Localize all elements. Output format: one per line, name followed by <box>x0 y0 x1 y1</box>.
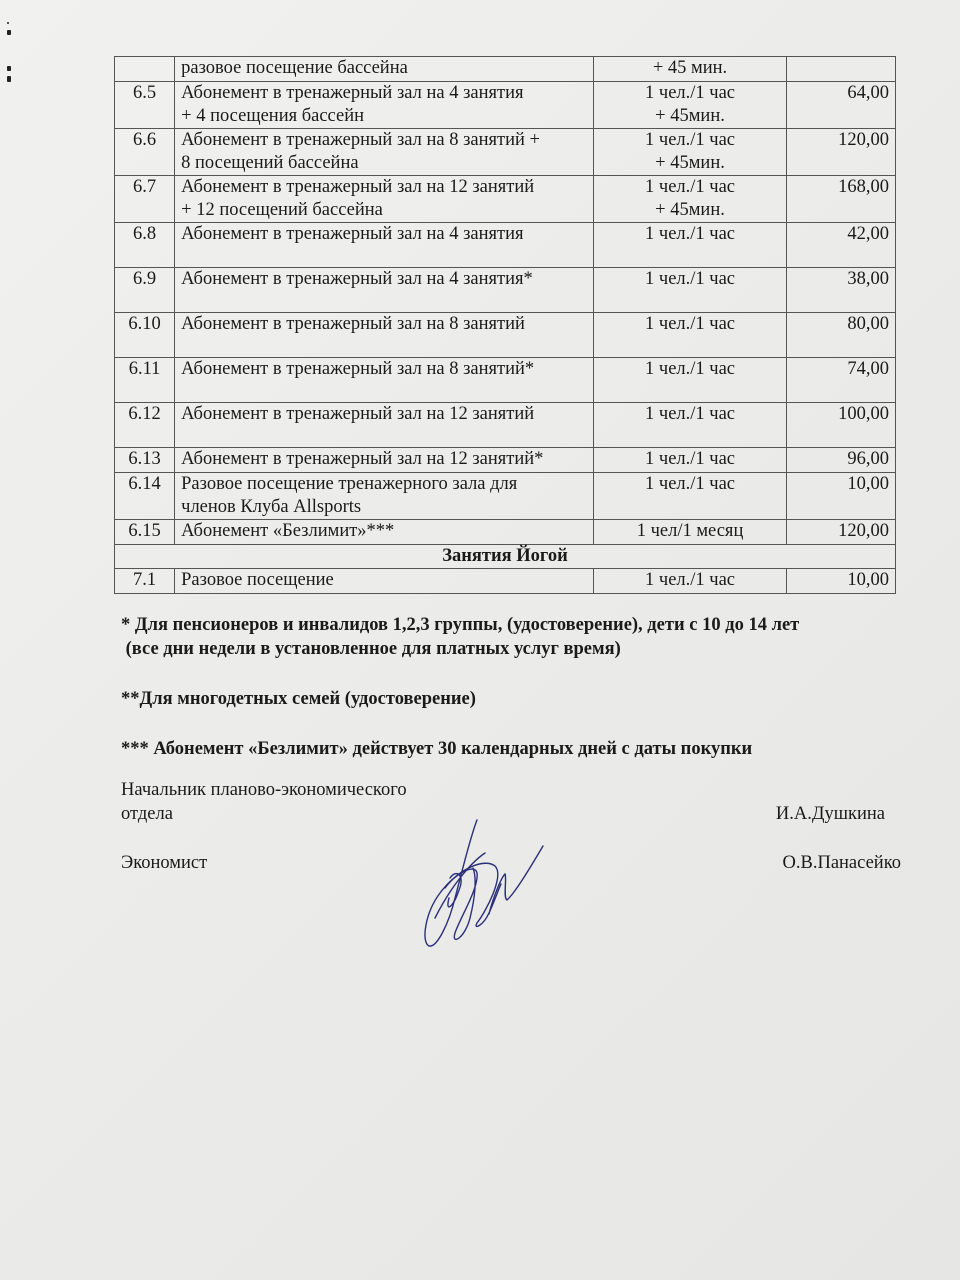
row-number: 6.11 <box>115 358 175 403</box>
service-unit: 1 чел/1 месяц <box>594 520 787 545</box>
service-price: 38,00 <box>786 268 895 313</box>
signer-name: И.А.Душкина <box>775 804 885 824</box>
table-row <box>115 313 896 358</box>
row-number: 6.10 <box>115 313 175 358</box>
service-name <box>175 176 594 223</box>
service-name: Абонемент в тренажерный зал на 8 занятий* <box>175 358 594 403</box>
mark-dot <box>7 66 11 71</box>
signer-title: Начальник планово-экономического <box>121 780 407 800</box>
mark-dot <box>7 76 11 82</box>
service-name-line: Абонемент в тренажерный зал на 12 занятий <box>181 177 535 197</box>
row-number: 6.12 <box>115 403 175 448</box>
handwritten-signature-icon <box>415 818 555 968</box>
footnote-2: **Для многодетных семей (удостоверение) <box>121 689 476 709</box>
service-price: 80,00 <box>786 313 895 358</box>
service-name: разовое посещение бассейна <box>175 57 594 82</box>
row-number: 6.5 <box>115 82 175 129</box>
signer-name: О.В.Панасейко <box>782 853 901 873</box>
row-number: 6.15 <box>115 520 175 545</box>
service-name-line: 8 посещений бассейна <box>181 153 359 173</box>
service-name: Абонемент в тренажерный зал на 12 занятий* <box>175 448 594 473</box>
signer-title: Экономист <box>121 853 208 873</box>
table-row <box>115 448 896 473</box>
footnote-1-line-2: (все дни недели в установленное для платных услуг время) <box>121 639 621 659</box>
service-name: Абонемент в тренажерный зал на 8 занятий <box>175 313 594 358</box>
service-name: Абонемент «Безлимит»*** <box>175 520 594 545</box>
service-unit: 1 чел./1 час <box>594 403 787 448</box>
service-name: Абонемент в тренажерный зал на 4 занятия* <box>175 268 594 313</box>
signer-title: отдела <box>121 804 173 824</box>
service-unit: 1 чел./1 час <box>594 313 787 358</box>
price-table <box>114 56 896 594</box>
service-unit: 1 чел./1 час <box>594 268 787 313</box>
row-number: 6.6 <box>115 129 175 176</box>
service-unit: 1 чел./1 час <box>594 473 787 520</box>
footnote-1-line-1: * Для пенсионеров и инвалидов 1,2,3 группы, (удостоверение), дети с 10 до 14 лет <box>121 615 800 635</box>
row-number: 6.13 <box>115 448 175 473</box>
table-row <box>115 82 896 129</box>
service-price: 10,00 <box>786 473 895 520</box>
table-row <box>115 268 896 313</box>
table-row <box>115 358 896 403</box>
service-unit: 1 чел./1 час <box>594 223 787 268</box>
service-price: 120,00 <box>786 129 895 176</box>
page-edge-marks <box>4 8 14 88</box>
service-price: 100,00 <box>786 403 895 448</box>
row-number: 6.7 <box>115 176 175 223</box>
service-unit <box>594 129 787 176</box>
service-unit: 1 чел./1 час <box>594 358 787 403</box>
service-unit: + 45 мин. <box>594 57 787 82</box>
row-number: 6.9 <box>115 268 175 313</box>
service-price: 120,00 <box>786 520 895 545</box>
table-row <box>115 520 896 545</box>
service-name: Разовое посещение <box>175 569 594 594</box>
footnote-3: *** Абонемент «Безлимит» действует 30 календарных дней с даты покупки <box>121 739 753 759</box>
service-name: Абонемент в тренажерный зал на 4 занятия <box>175 223 594 268</box>
service-name: Абонемент в тренажерный зал на 12 занятий <box>175 403 594 448</box>
service-unit-line: 1 чел./1 час <box>645 130 736 150</box>
service-unit-line: + 45мин. <box>655 200 725 220</box>
service-price: 168,00 <box>786 176 895 223</box>
row-number: 6.14 <box>115 473 175 520</box>
table-row <box>115 569 896 594</box>
service-name-line: Разовое посещение тренажерного зала для <box>181 474 518 494</box>
service-unit: 1 чел./1 час <box>594 569 787 594</box>
table-row <box>115 176 896 223</box>
service-price: 74,00 <box>786 358 895 403</box>
mark-dot <box>7 22 9 24</box>
table-row <box>115 473 896 520</box>
service-unit <box>594 82 787 129</box>
service-name-line: членов Клуба Allsports <box>181 497 362 517</box>
service-name-line: + 12 посещений бассейна <box>181 200 383 220</box>
table-row <box>115 57 896 82</box>
section-title: Занятия Йогой <box>115 545 896 569</box>
service-unit: 1 чел./1 час <box>594 448 787 473</box>
mark-dot <box>7 30 11 35</box>
service-price: 42,00 <box>786 223 895 268</box>
table-row <box>115 223 896 268</box>
service-name-line: Абонемент в тренажерный зал на 4 занятия <box>181 83 524 103</box>
service-unit-line: + 45мин. <box>655 153 725 173</box>
service-name-line: + 4 посещения бассейн <box>181 106 365 126</box>
service-name <box>175 129 594 176</box>
row-number: 7.1 <box>115 569 175 594</box>
footnotes <box>121 613 799 761</box>
service-unit <box>594 176 787 223</box>
section-header-row <box>115 545 896 569</box>
service-name <box>175 473 594 520</box>
service-price: 64,00 <box>786 82 895 129</box>
service-unit-line: + 45мин. <box>655 106 725 126</box>
row-number <box>115 57 175 82</box>
service-price: 96,00 <box>786 448 895 473</box>
service-price <box>786 57 895 82</box>
table-row <box>115 403 896 448</box>
table-row <box>115 129 896 176</box>
service-unit-line: 1 чел./1 час <box>645 177 736 197</box>
service-name <box>175 82 594 129</box>
service-name-line: Абонемент в тренажерный зал на 8 занятий + <box>181 130 540 150</box>
service-unit-line: 1 чел./1 час <box>645 83 736 103</box>
row-number: 6.8 <box>115 223 175 268</box>
service-price: 10,00 <box>786 569 895 594</box>
